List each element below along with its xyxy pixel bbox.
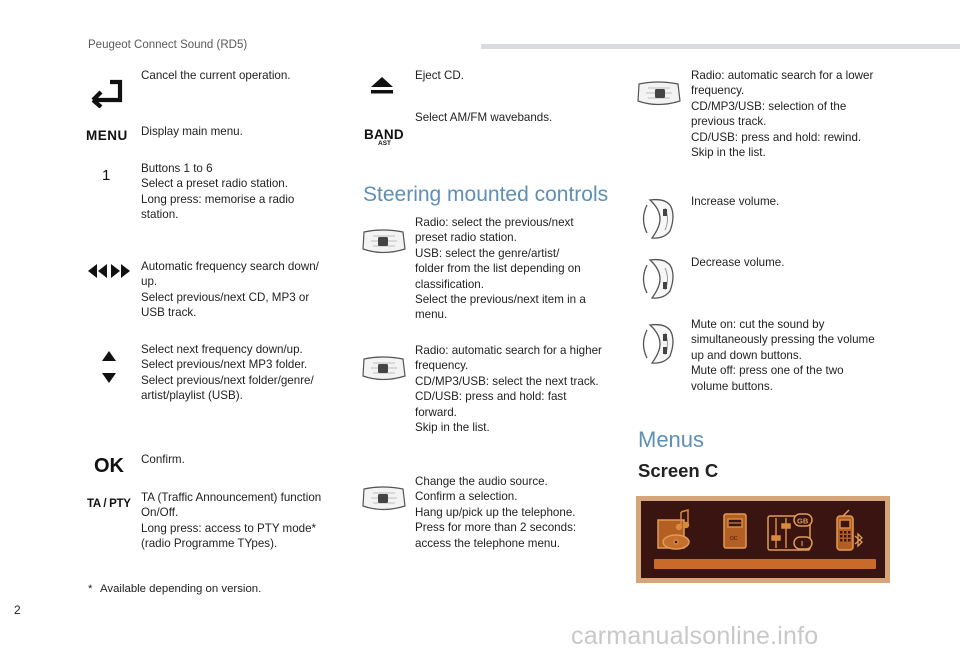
cancel-description: Cancel the current operation. [141, 69, 291, 82]
ok-button-icon: OK [94, 455, 124, 477]
steering-item-2-description: Radio: automatic search for a higher frequency. CD/MP3/USB: select the next track. CD/USB: press and hold: fast forward. Skip in the list. [415, 344, 602, 435]
right-item-1-description: Radio: automatic search for a lower frequency. CD/MP3/USB: selection of the previous track. CD/USB: press and hold: rewind. Skip in the list. [691, 69, 874, 160]
radio-oc-label: OC [730, 536, 738, 542]
steering-control-icon [361, 486, 407, 512]
updown-description: Select next frequency down/up. Select previous/next MP3 folder. Select previous/next folder/genre/ artist/playlist (USB). [141, 343, 314, 403]
seek-back-forward-icon [87, 264, 131, 278]
page-number: 2 [14, 603, 21, 617]
up-down-arrows-icon [101, 351, 117, 385]
radio-icon [724, 514, 746, 548]
subsection-title-screen-c: Screen C [638, 460, 719, 481]
volume-control-icon [638, 197, 682, 241]
band-description: Select AM/FM wavebands. [415, 111, 553, 124]
menu-description: Display main menu. [141, 125, 243, 138]
volume-control-icon [638, 257, 682, 301]
steering-control-icon [361, 356, 407, 382]
screen-c-display [636, 496, 890, 583]
ast-sublabel: AST [378, 140, 391, 147]
steering-control-icon [636, 81, 682, 107]
footnote-text: Available depending on version. [100, 583, 262, 595]
language-gb-label: GB [797, 516, 809, 526]
language-i-label: I [801, 539, 804, 548]
watermark: carmanualsonline.info [571, 622, 819, 650]
steering-item-3-description: Change the audio source. Confirm a selection. Hang up/pick up the telephone. Press for more than 2 seconds: access the telephone menu. [415, 475, 577, 550]
volume-up-description: Increase volume. [691, 195, 780, 208]
preset-button-icon: 1 [102, 167, 111, 184]
seek-description: Automatic frequency search down/ up. Select previous/next CD, MP3 or USB track. [141, 260, 319, 320]
header-bar [481, 44, 960, 49]
section-title-steering: Steering mounted controls [363, 183, 609, 206]
ok-description: Confirm. [141, 453, 185, 466]
band-button-icon: BAND [364, 127, 404, 142]
menu-button-icon: MENU [86, 128, 128, 143]
ta-pty-description: TA (Traffic Announcement) function On/Off. Long press: access to PTY mode* (radio Programme TYpes). [141, 491, 322, 551]
preset-description: Buttons 1 to 6 Select a preset radio station. Long press: memorise a radio station. [141, 162, 295, 222]
footnote-marker: * [88, 583, 93, 595]
steering-control-icon [361, 229, 407, 255]
steering-item-1-description: Radio: select the previous/next preset radio station. USB: select the genre/artist/ folder from the list depending on classification. Select the previous/next item in a menu. [415, 216, 586, 322]
header-title: Peugeot Connect Sound (RD5) [88, 39, 248, 51]
section-title-menus: Menus [638, 427, 705, 452]
cancel-return-arrow-icon [89, 74, 125, 108]
eject-description: Eject CD. [415, 69, 464, 82]
selection-bar [654, 559, 876, 569]
mute-description: Mute on: cut the sound by simultaneously pressing the volume up and down buttons. Mute off: press one of the two volume buttons. [691, 318, 875, 393]
volume-control-icon [638, 322, 682, 366]
eject-icon [370, 76, 394, 94]
volume-down-description: Decrease volume. [691, 256, 785, 269]
ta-pty-button-icon: TA / PTY [87, 498, 131, 510]
